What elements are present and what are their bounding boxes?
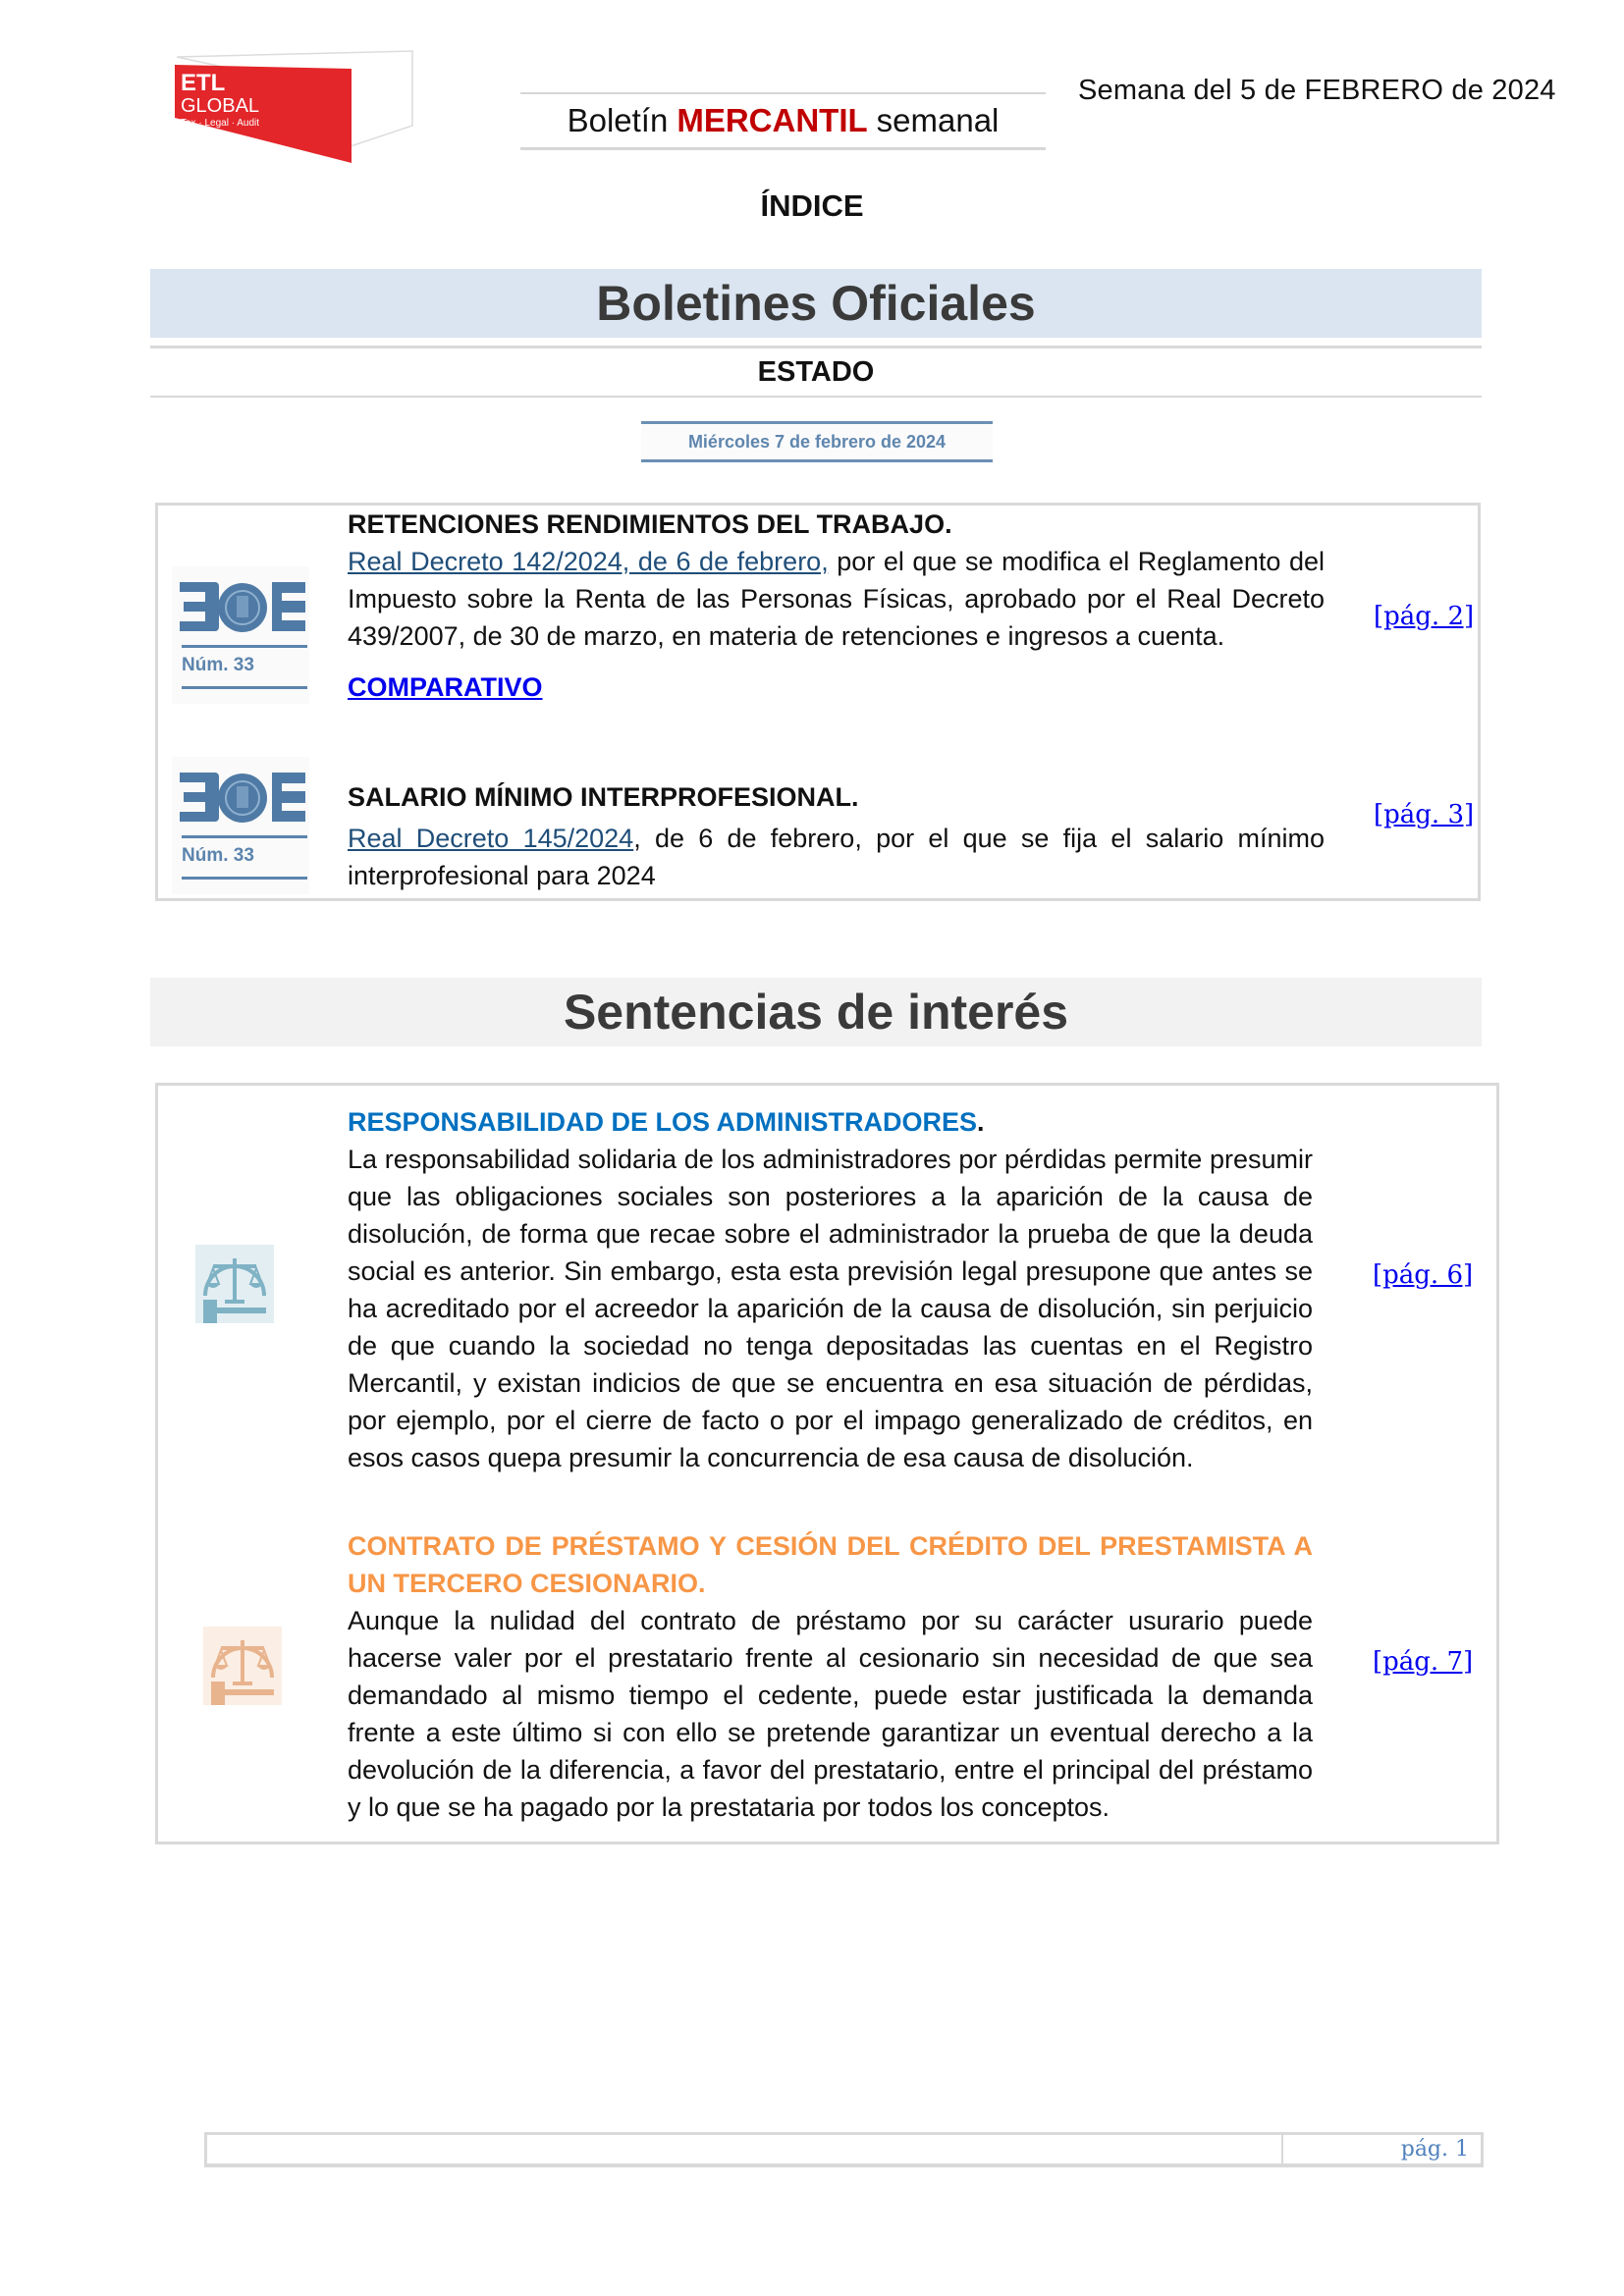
- entry-title: RETENCIONES RENDIMIENTOS DEL TRABAJO.: [348, 509, 952, 539]
- entry-body: [348, 820, 1325, 894]
- real-decreto-142-link[interactable]: Real Decreto 142/2024, de 6 de febrero,: [348, 547, 829, 576]
- boe-letters-icon: [180, 576, 307, 637]
- entry-retenciones: [348, 506, 1325, 706]
- boletines-table: [155, 503, 1481, 901]
- bulletin-title-highlight: MERCANTIL: [677, 102, 868, 138]
- scales-of-justice-icon: [203, 1627, 282, 1705]
- section-banner-boletines: Boletines Oficiales: [150, 269, 1482, 338]
- footer-page-number: pág. 1: [1400, 2137, 1469, 2162]
- page-footer: [204, 2132, 1484, 2167]
- logo-text-tagline: Tax · Legal · Audit: [181, 118, 260, 129]
- boe-logo-icon: [172, 566, 309, 704]
- boe-number: Núm. 33: [182, 845, 254, 866]
- sentencias-table: [155, 1083, 1499, 1844]
- scales-of-justice-icon: [195, 1245, 274, 1323]
- entry-salario-minimo: [348, 778, 1325, 894]
- comparativo-link[interactable]: COMPARATIVO: [348, 672, 543, 702]
- subheader-estado: ESTADO: [150, 346, 1482, 398]
- entry-body-text: , de 6 de febrero, por el que se fija el salario mínimo interprofesional para 2024: [348, 824, 1325, 890]
- entry-responsabilidad-administradores: [348, 1103, 1313, 1476]
- boe-letters-icon: [180, 767, 307, 828]
- entry-title: RESPONSABILIDAD DE LOS ADMINISTRADORES: [348, 1107, 978, 1137]
- logo-text-global: GLOBAL: [181, 95, 260, 117]
- bulletin-title-prefix: Boletín: [567, 102, 669, 138]
- real-decreto-145-link[interactable]: Real Decreto 145/2024: [348, 824, 634, 853]
- entry-title-end: .: [977, 1107, 985, 1137]
- bulletin-title-suffix: semanal: [876, 102, 1000, 138]
- entry-body: Aunque la nulidad del contrato de préstamo por su carácter usurario puede hacerse valer por el prestatario frente al cesionario sin necesidad de que sea demandado al mismo tiempo el cedente, puede estar justificada la demanda frente a este último si con ello se pretende garantizar un eventual derecho a la devolución de la diferencia, a favor del prestatario, entre el principal del préstamo y lo que se ha pagado por la prestataria por todos los conceptos.: [348, 1606, 1313, 1822]
- logo-text-etl: ETL: [181, 70, 226, 96]
- boe-logo-icon: [172, 757, 309, 894]
- week-label: Semana del 5 de FEBRERO de 2024: [1078, 75, 1556, 106]
- page-ref-link[interactable]: [pág. 7]: [1373, 1647, 1474, 1677]
- entry-title: CONTRATO DE PRÉSTAMO Y CESIÓN DEL CRÉDITO DEL PRESTAMISTA A UN TERCERO CESIONARIO.: [348, 1531, 1313, 1598]
- section-banner-sentencias: Sentencias de interés: [150, 978, 1482, 1046]
- entry-body: La responsabilidad solidaria de los administradores por pérdidas permite presumir que las obligaciones sociales son posteriores a la aparición de la causa de disolución, de forma que recae sobre el administrador la prueba de que la deuda social es anterior. Sin embargo, esta esta previsión legal presupone que antes se ha acreditado por el acreedor la aparición de la causa de disolución, sin perjuicio de que cuando la sociedad no tenga depositadas las cuentas en el Registro Mercantil, y existan indicios de que se encuentra en esa situación de pérdidas, por ejemplo, por el cierre de facto o por el impago generalizado de créditos, en esos casos quepa presumir la concurrencia de esa causa de disolución.: [348, 1145, 1313, 1472]
- publication-date: Miércoles 7 de febrero de 2024: [641, 421, 993, 462]
- entry-body-text: por el que se modifica el Reglamento del Impuesto sobre la Renta de las Personas Físicas, aprobado por el Real Decreto 439/2007, de 30 de marzo, en materia de retenciones e ingresos a cuenta.: [348, 547, 1325, 651]
- boe-number: Núm. 33: [182, 655, 254, 675]
- entry-title: SALARIO MÍNIMO INTERPROFESIONAL.: [348, 782, 859, 812]
- entry-body: [348, 543, 1325, 655]
- page-ref-link[interactable]: [pág. 3]: [1374, 800, 1475, 829]
- page-ref-link[interactable]: [pág. 2]: [1374, 602, 1475, 631]
- etl-global-logo: [167, 47, 427, 163]
- entry-contrato-prestamo: [348, 1527, 1313, 1826]
- bulletin-title: [520, 92, 1046, 150]
- index-title: ÍNDICE: [760, 188, 864, 223]
- page-ref-link[interactable]: [pág. 6]: [1373, 1260, 1474, 1290]
